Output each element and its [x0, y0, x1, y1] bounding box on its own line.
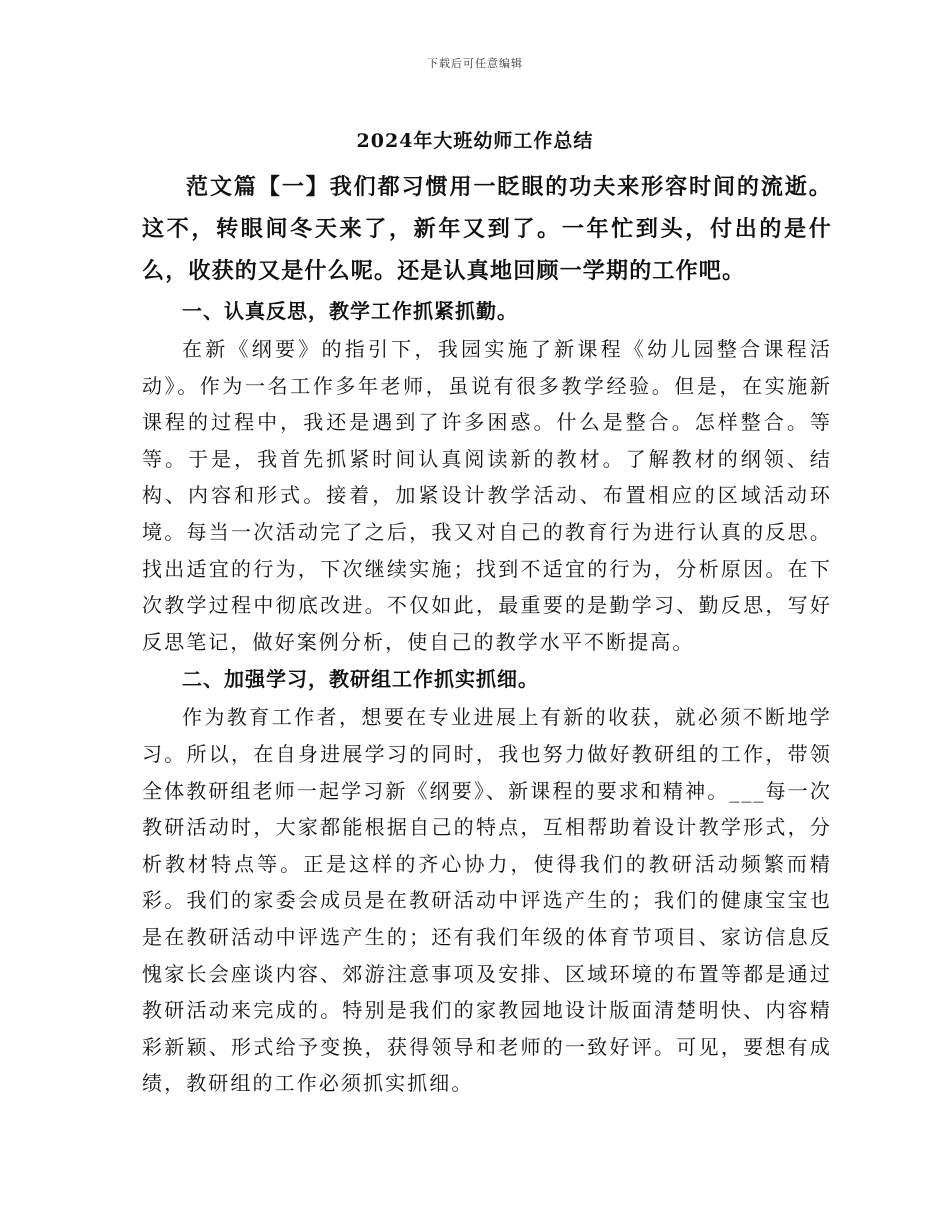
section-paragraph-2: 作为教育工作者，想要在专业进展上有新的收获，就必须不断地学习。所以，在自身进展学习的同时，我也努力做好教研组的工作，带领全体教研组老师一起学习新《纲要》、新课程的要求和精神。___每一次教研活动时，大家都能根据自己的特点，互相帮助着设计教学形式，分析教材特点等。正是这样的齐心协力，使得我们的教研活动频繁而精彩。我们的家委会成员是在教研活动中评选产生的；我们的健康宝宝也是在教研活动中评选产生的；还有我们年级的体育节项目、家访信息反愧家长会座谈内容、郊游注意事项及安排、区域环境的布置等都是通过教研活动来完成的。特别是我们的家教园地设计版面清楚明快、内容精彩新颖、形式给予变换，获得领导和老师的一致好评。可见，要想有成绩，教研组的工作必须抓实抓细。: [142, 705, 832, 1096]
section-heading-1: 一、认真反思，教学工作抓紧抓勤。: [182, 299, 518, 323]
header-note: 下载后可任意编辑: [427, 57, 523, 70]
section-heading-2: 二、加强学习，教研组工作抓实抓细。: [182, 667, 539, 692]
document-title: 2024年大班幼师工作总结: [356, 130, 594, 152]
intro-paragraph: 范文篇【一】我们都习惯用一眨眼的功夫来形容时间的流逝。这不，转眼间冬天来了，新年又到了。一年忙到头，付出的是什么，收获的又是什么呢。还是认真地回顾一学期的工作吧。: [142, 174, 832, 284]
document-body: [142, 166, 832, 1102]
section-paragraph-1: 在新《纲要》的指引下，我园实施了新课程《幼儿园整合课程活动》。作为一名工作多年老师，虽说有很多教学经验。但是，在实施新课程的过程中，我还是遇到了许多困惑。什么是整合。怎样整合。等等。于是，我首先抓紧时间认真阅读新的教材。了解教材的纲领、结构、内容和形式。接着，加紧设计教学活动、布置相应的区域活动环境。每当一次活动完了之后，我又对自己的教育行为进行认真的反思。找出适宜的行为，下次继续实施；找到不适宜的行为，分析原因。在下次教学过程中彻底改进。不仅如此，最重要的是勤学习、勤反思，写好反思笔记，做好案例分析，使自己的教学水平不断提高。: [142, 337, 832, 654]
